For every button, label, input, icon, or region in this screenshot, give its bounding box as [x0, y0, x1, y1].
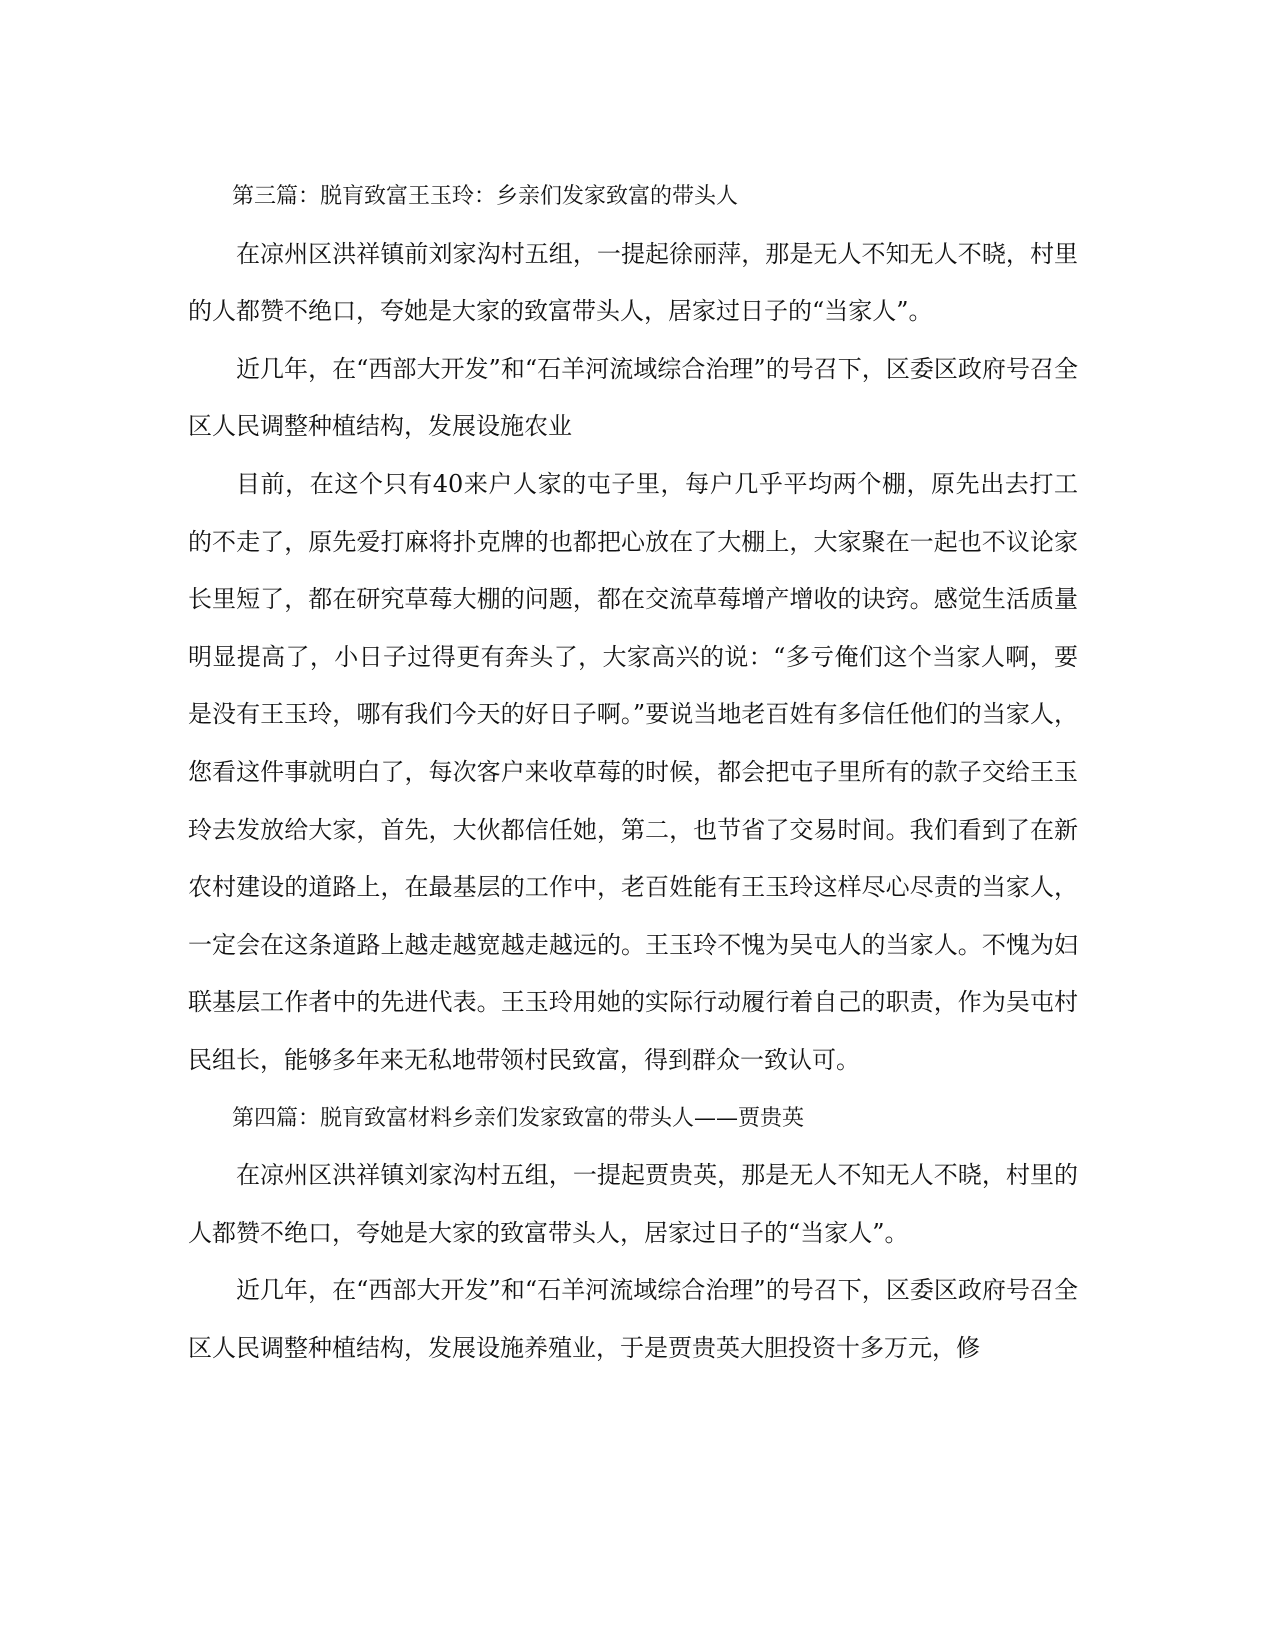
paragraph-policy-4: 近几年，在“西部大开发”和“石羊河流域综合治理”的号召下，区委区政府号召全区人民调整种植结构，发展设施养殖业，于是贾贵英大胆投资十多万元，修 — [188, 1276, 1078, 1362]
section-heading-3: 第三篇：脱肓致富王玉玲：乡亲们发家致富的带头人 — [232, 184, 739, 209]
paragraph-intro-4: 在凉州区洪祥镇刘家沟村五组，一提起贾贵英，那是无人不知无人不晓，村里的人都赞不绝口，夸她是大家的致富带头人，居家过日子的“当家人”。 — [188, 1161, 1078, 1247]
section-heading-4: 第四篇：脱肓致富材料乡亲们发家致富的带头人——贾贵英 — [232, 1105, 805, 1131]
paragraph-policy-3: 近几年，在“西部大开发”和“石羊河流域综合治理”的号召下，区委区政府号召全区人民调整种植结构，发展设施农业 — [188, 354, 1078, 441]
paragraph-body-3: 目前，在这个只有40来户人家的屯子里，每户几乎平均两个棚，原先出去打工的不走了，原先爱打麻将扑克牌的也都把心放在了大棚上，大家聚在一起也不议论家长里短了，都在研究草莓大棚的问题，都在交流草莓增产增收的诀窍。感觉生活质量明显提高了，小日子过得更有奔头了，大家高兴的说：“多亏俺们这个当家人啊，要是没有王玉玲，哪有我们今天的好日子啊。”要说当地老百姓有多信任他们的当家人，您看这件事就明白了，每次客户来收草莓的时候，都会把屯子里所有的款子交给王玉玲去发放给大家，首先，大伙都信任她，第二，也节省了交易时间。我们看到了在新农村建设的道路上，在最基层的工作中，老百姓能有王玉玲这样尽心尽责的当家人，一定会在这条道路上越走越宽越走越远的。王玉玲不愧为吴屯人的当家人。不愧为妇联基层工作者中的先进代表。王玉玲用她的实际行动履行着自己的职责，作为吴屯村民组长，能够多年来无私地带领村民致富，得到群众一致认可。 — [188, 469, 1078, 1074]
paragraph-intro-3: 在凉州区洪祥镇前刘家沟村五组，一提起徐丽萍，那是无人不知无人不晓，村里的人都赞不绝口，夸她是大家的致富带头人，居家过日子的“当家人”。 — [188, 239, 1078, 326]
document-body — [188, 168, 1078, 1377]
